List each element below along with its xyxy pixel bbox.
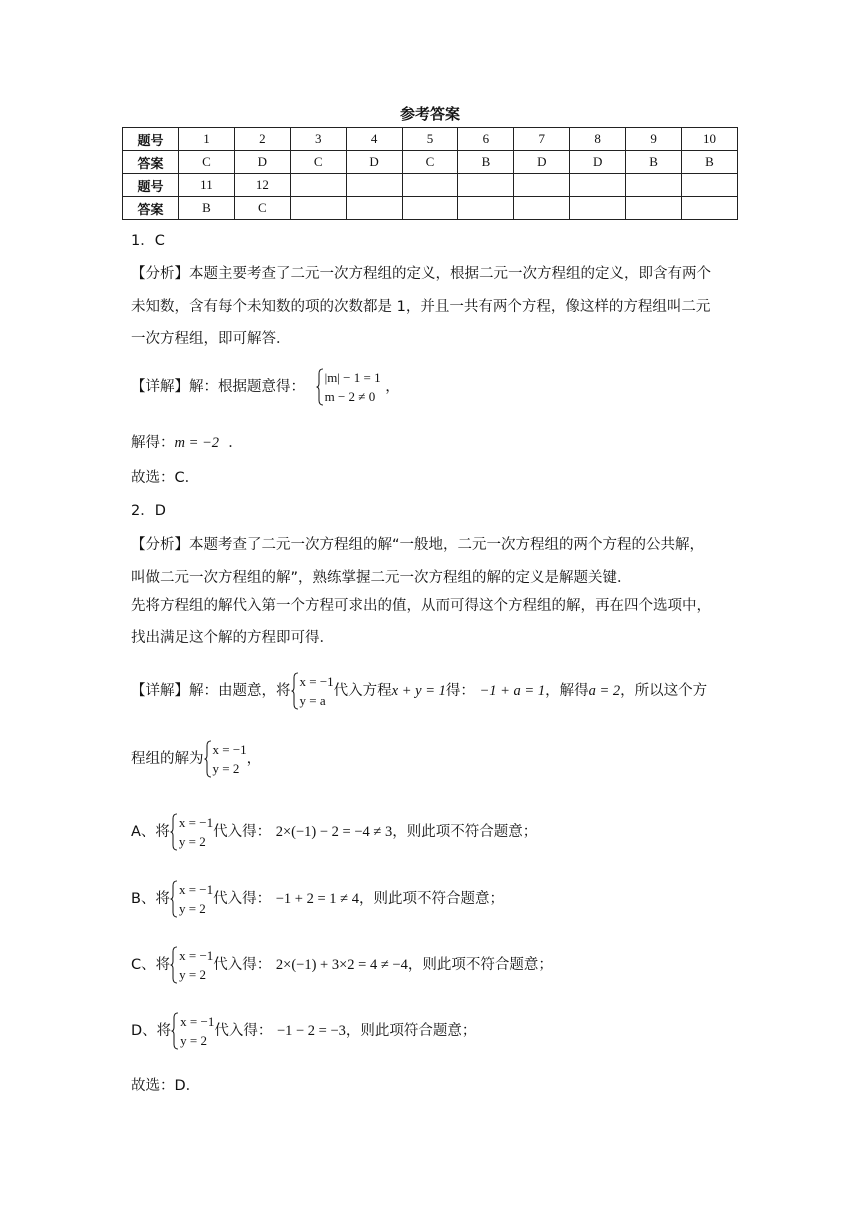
option-expression: 2×(−1) + 3×2 = 4 ≠ −4 [275,957,408,973]
table-cell: B [626,151,682,174]
table-cell: 5 [402,128,458,151]
table-cell: D [570,151,626,174]
table-cell: C [290,151,346,174]
table-cell [402,174,458,197]
table-cell [570,197,626,220]
option-mid: 代入得： [213,824,272,840]
q2-detail-mid4: ，所以这个方 [620,683,708,699]
table-cell [290,174,346,197]
option-system-row1: x = −1 [180,1014,215,1029]
q1-detail-suffix: ， [385,379,400,395]
table-cell: B [458,151,514,174]
table-cell: B [682,151,738,174]
table-cell [458,197,514,220]
table-cell: D [234,151,290,174]
q2-analysis-line2: 叫做二元一次方程组的解”，熟练掌握二元一次方程组的解的定义是解题关键． [131,570,632,586]
q2-detail-eq: x + y = 1 [391,683,446,699]
table-cell [682,174,738,197]
table-cell [570,174,626,197]
page-title: 参考答案 [399,105,460,123]
option-system [170,946,213,984]
q2-analysis-line1: 【分析】本题考查了二元一次方程组的解“一般地，二元一次方程组的两个方程的公共解， [131,537,705,553]
q1-detail-prefix: 【详解】解：根据题意得： [131,379,305,395]
table-cell [626,197,682,220]
left-brace-icon [204,740,212,778]
table-cell: 8 [570,128,626,151]
option-system-row1: x = −1 [178,815,214,830]
table-row-header: 答案 [123,151,179,174]
q2-detail-mid3: ，解得 [545,683,589,699]
table-cell: C [179,151,235,174]
option-system-row2: y = 2 [180,1033,208,1048]
option-line [131,1012,476,1050]
q1-solve-prefix: 解得： [131,435,175,451]
table-cell: D [514,151,570,174]
answer-table [122,127,738,220]
table-row-header: 答案 [123,197,179,220]
q2-detail [131,672,707,710]
option-label: A、将 [131,824,170,840]
q2-system-row1: x = −1 [299,674,334,689]
q1-solve-suffix: ． [228,435,243,451]
left-brace-icon [171,1012,179,1050]
table-cell [626,174,682,197]
table-cell: 9 [626,128,682,151]
q2-substitution-system [291,672,334,710]
q1-equation-system [316,368,381,406]
q1-analysis-line3: 一次方程组，即可解答． [131,331,291,347]
option-system-row2: y = 2 [179,967,206,982]
q1-solve-math: m = −2 [174,435,220,451]
option-system-row2: y = 2 [178,901,206,916]
q2-detail-eq2: −1 + a = 1 [479,683,546,699]
option-tail: ，则此项不符合题意； [407,957,553,973]
table-row-header: 题号 [123,174,179,197]
option-mid: 代入得： [213,957,272,973]
table-cell [290,197,346,220]
table-cell [514,174,570,197]
q1-analysis-line2: 未知数，含有每个未知数的项的次数都是 1，并且一共有两个方程，像这样的方程组叫二元 [131,299,711,315]
table-row [123,174,738,197]
left-brace-icon [316,368,324,406]
q2-solution [131,740,261,778]
q1-number: 1．C [131,233,165,249]
table-cell: 11 [179,174,235,197]
q1-solve [131,431,243,452]
table-cell: 4 [346,128,402,151]
q1-system-row2: m − 2 ≠ 0 [324,389,376,404]
option-system-row1: x = −1 [178,882,214,897]
option-expression: −1 + 2 = 1 ≠ 4 [275,891,359,907]
q1-choose: 故选：C． [131,470,200,486]
option-tail: ，则此项符合题意； [345,1023,477,1039]
left-brace-icon [170,813,178,851]
table-cell: C [234,197,290,220]
table-cell: B [179,197,235,220]
option-line [131,813,537,851]
table-cell: 12 [234,174,290,197]
table-cell [682,197,738,220]
table-row [123,128,738,151]
option-system [171,1012,214,1050]
left-brace-icon [170,880,178,918]
table-cell: 1 [179,128,235,151]
q2-solution-row1: x = −1 [212,742,247,757]
option-mid: 代入得： [214,1023,273,1039]
q2-analysis-line4: 找出满足这个解的方程即可得． [131,630,334,646]
table-cell: D [346,151,402,174]
q2-system-row2: y = a [299,693,326,708]
option-tail: ，则此项不符合题意； [392,824,538,840]
table-cell [346,197,402,220]
option-line [131,880,504,918]
q2-solution-system [204,740,247,778]
table-cell: 2 [234,128,290,151]
option-system-row1: x = −1 [179,948,214,963]
table-cell [514,197,570,220]
q1-system-row1: |m| − 1 = 1 [324,370,381,385]
option-label: C、将 [131,957,171,973]
q2-detail-prefix: 【详解】解：由题意，将 [131,683,291,699]
q2-solution-row2: y = 2 [212,761,240,776]
q2-detail-mid2: 得： [445,683,475,699]
table-cell: 10 [682,128,738,151]
left-brace-icon [291,672,299,710]
q1-analysis-line1: 【分析】本题主要考查了二元一次方程组的定义，根据二元一次方程组的定义，即含有两个 [131,266,711,282]
q1-detail [131,368,400,406]
table-cell: 3 [290,128,346,151]
q2-detail-eq3: a = 2 [588,683,621,699]
table-cell [402,197,458,220]
q2-detail-mid1: 代入方程 [333,683,392,699]
option-label: B、将 [131,891,170,907]
table-cell [458,174,514,197]
q2-analysis-line3: 先将方程组的解代入第一个方程可求出的值，从而可得这个方程组的解，再在四个选项中， [131,598,711,614]
option-system [170,880,213,918]
table-cell [346,174,402,197]
option-label: D、将 [131,1023,172,1039]
q2-choose: 故选：D． [131,1078,201,1094]
left-brace-icon [170,946,178,984]
q2-solution-prefix: 程组的解为 [131,751,204,767]
table-cell: 7 [514,128,570,151]
option-system-row2: y = 2 [178,834,206,849]
option-system [170,813,213,851]
option-line [131,946,553,984]
option-mid: 代入得： [213,891,272,907]
table-cell: 6 [458,128,514,151]
q2-number: 2．D [131,503,166,519]
option-tail: ，则此项不符合题意； [358,891,504,907]
q2-solution-suffix: ， [246,751,262,767]
table-cell: C [402,151,458,174]
table-row [123,197,738,220]
option-expression: −1 − 2 = −3 [276,1023,346,1039]
table-row-header: 题号 [123,128,179,151]
table-row [123,151,738,174]
option-expression: 2×(−1) − 2 = −4 ≠ 3 [275,824,393,840]
